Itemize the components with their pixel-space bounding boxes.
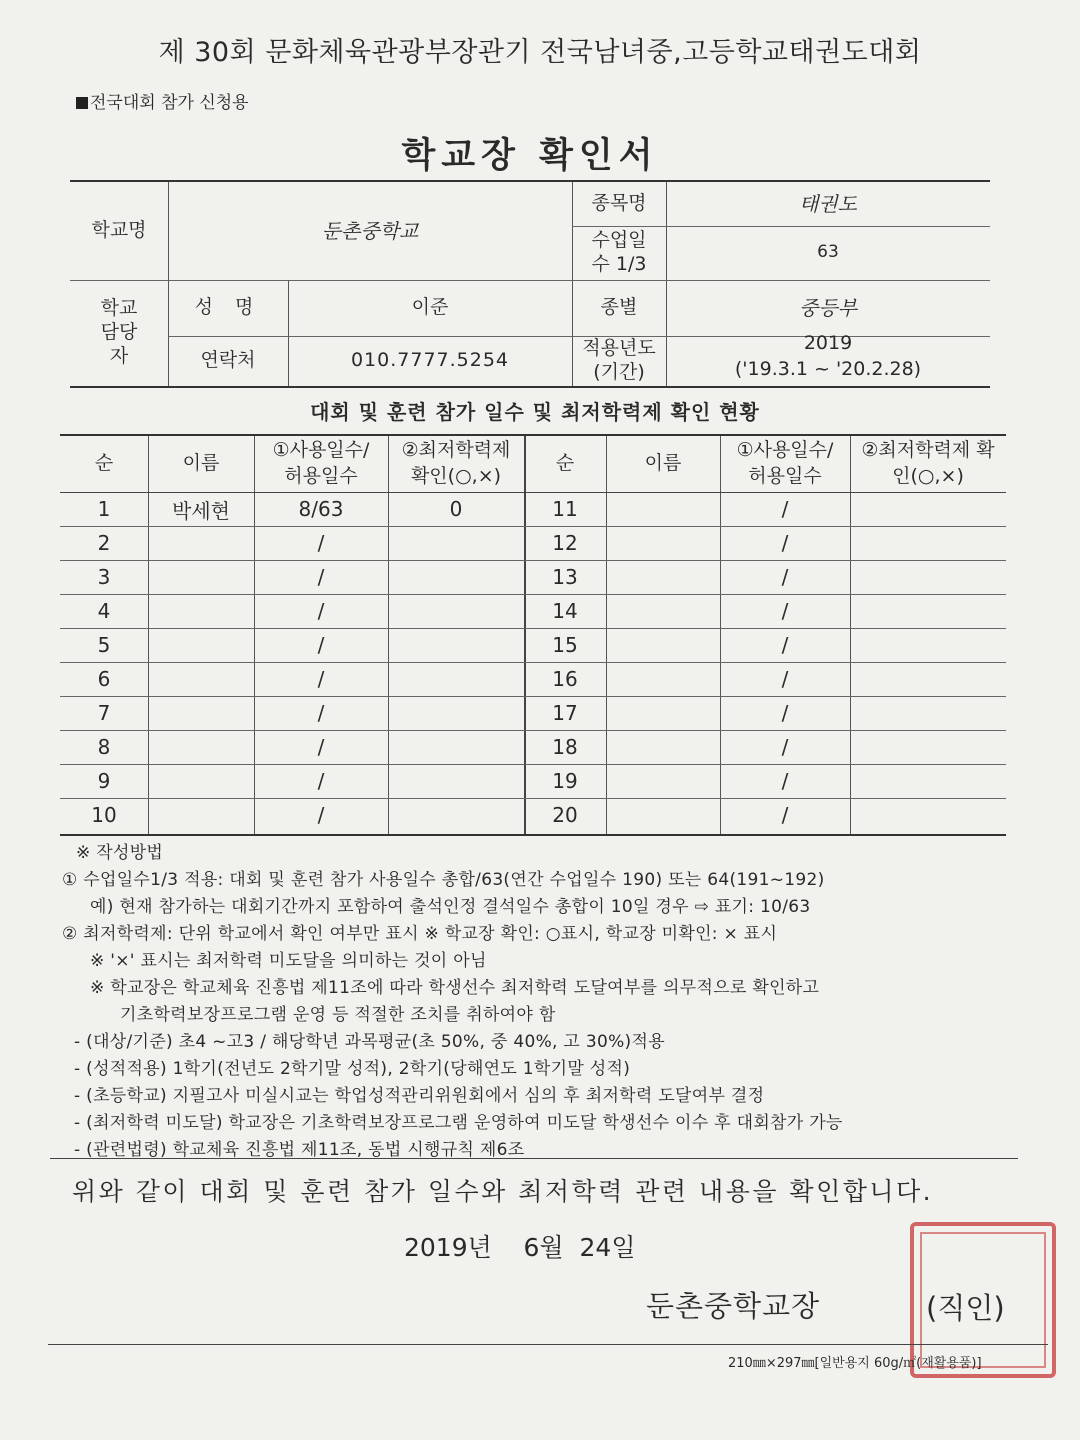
header-name-left: 이름 xyxy=(182,452,220,475)
left-row-no-cell: 6 xyxy=(97,667,111,691)
left-row-check-cell xyxy=(388,628,524,662)
notes-line: ② 최저학력제: 단위 학교에서 확인 여부만 표시 ※ 학교장 확인: ○표시, 학교장 미확인: × 표시 xyxy=(62,924,778,944)
left-row-no-cell: 9 xyxy=(97,769,111,793)
left-row-name-cell xyxy=(148,628,254,662)
right-row-no-cell: 18 xyxy=(552,735,578,759)
writing-instructions xyxy=(62,840,1022,1164)
participation-table xyxy=(60,434,1006,836)
left-row-check-cell xyxy=(388,764,524,798)
notes-line: - (최저학력 미도달) 학교장은 기초학력보장프로그램 운영하여 미도달 학생선수 이수 후 대회참가 가능 xyxy=(74,1113,843,1133)
left-row-no-cell: 3 xyxy=(97,565,111,589)
notes-line: - (관련법령) 학교체육 진흥법 제11조, 동법 시행규칙 제6조 xyxy=(74,1140,525,1160)
left-row-check-cell xyxy=(388,730,524,764)
school-info-table xyxy=(70,180,990,388)
left-row-check-cell xyxy=(388,594,524,628)
section-title: 대회 및 훈련 참가 일수 및 최저학력제 확인 현황 xyxy=(310,400,760,424)
right-row-check-cell xyxy=(850,696,1006,730)
class-days-value: 63 xyxy=(817,242,839,263)
left-row-days-cell: / xyxy=(317,701,325,725)
left-row-name-cell xyxy=(148,526,254,560)
paper-spec: 210㎜×297㎜[일반용지 60g/㎡(재활용품)] xyxy=(728,1356,982,1371)
left-row-name-cell xyxy=(148,764,254,798)
bottom-rule xyxy=(48,1344,1048,1345)
document-title: 학교장 확인서 xyxy=(401,136,659,176)
right-row-check-cell xyxy=(850,492,1006,526)
sport-value: 태권도 xyxy=(799,191,857,216)
year-label: 적용년도 (기간) xyxy=(582,337,656,383)
right-row-name-cell xyxy=(606,628,720,662)
header-check-right: ②최저학력제 확인(○,×) xyxy=(861,439,995,487)
left-row-name-cell xyxy=(148,798,254,832)
right-row-no-cell: 11 xyxy=(552,497,578,521)
period-value: ('19.3.1 ~ '20.2.28) xyxy=(734,358,922,381)
class-days-label: 수업일수 1/3 xyxy=(591,229,647,275)
right-row-no-cell: 14 xyxy=(552,599,578,623)
contact-label: 연락처 xyxy=(200,349,256,372)
right-row-name-cell xyxy=(606,526,720,560)
right-row-no-cell: 12 xyxy=(552,531,578,555)
left-row-check-cell xyxy=(388,696,524,730)
right-row-days-cell: / xyxy=(781,735,789,759)
left-row-days-cell: / xyxy=(317,769,325,793)
staff-name-value: 이준 xyxy=(411,296,449,319)
right-row-check-cell xyxy=(850,764,1006,798)
square-bullet-icon xyxy=(76,97,88,109)
left-row-days-cell: / xyxy=(317,565,325,589)
left-row-name-cell xyxy=(148,730,254,764)
left-row-no-cell: 5 xyxy=(97,633,111,657)
notes-line: - (성적적용) 1학기(전년도 2학기말 성적), 2학기(당해연도 1학기말 성적) xyxy=(74,1059,631,1079)
right-row-no-cell: 17 xyxy=(552,701,578,725)
left-row-no-cell: 7 xyxy=(97,701,111,725)
notes-separator xyxy=(50,1158,1018,1159)
left-row-no-cell: 10 xyxy=(91,803,117,827)
left-row-days-cell: / xyxy=(317,667,325,691)
left-row-name-cell xyxy=(148,662,254,696)
notes-heading: ※ 작성방법 xyxy=(76,843,164,863)
right-row-days-cell: / xyxy=(781,599,789,623)
school-name-label: 학교명 xyxy=(91,219,147,242)
left-row-check-cell xyxy=(388,526,524,560)
header-days-right: ①사용일수/ 허용일수 xyxy=(736,439,834,487)
right-row-days-cell: / xyxy=(781,803,789,827)
school-name-value: 둔촌중학교 xyxy=(321,218,419,243)
right-row-no-cell: 13 xyxy=(552,565,578,589)
issue-date: 2019년 6월 24일 xyxy=(404,1233,636,1262)
header-check-left: ②최저학력제 확인(○,×) xyxy=(401,439,511,487)
right-row-check-cell xyxy=(850,526,1006,560)
application-subtitle xyxy=(76,88,249,113)
left-row-name-cell xyxy=(148,594,254,628)
left-row-no-cell: 8 xyxy=(97,735,111,759)
left-row-check-cell xyxy=(388,662,524,696)
category-label: 종별 xyxy=(600,296,638,319)
left-row-days-cell: / xyxy=(317,531,325,555)
notes-line: 기초학력보장프로그램 운영 등 적절한 조치를 취하여야 함 xyxy=(120,1005,556,1025)
subtitle-text: 전국대회 참가 신청용 xyxy=(90,93,249,113)
right-row-name-cell xyxy=(606,492,720,526)
right-row-days-cell: / xyxy=(781,701,789,725)
competition-title: 제 30회 문화체육관광부장관기 전국남녀중,고등학교태권도대회 xyxy=(158,37,922,68)
right-row-days-cell: / xyxy=(781,497,789,521)
right-row-name-cell xyxy=(606,696,720,730)
right-row-days-cell: / xyxy=(781,769,789,793)
right-row-check-cell xyxy=(850,560,1006,594)
header-no-right: 순 xyxy=(555,452,575,475)
header-no-left: 순 xyxy=(94,452,114,475)
left-row-no-cell: 1 xyxy=(97,497,111,521)
right-row-check-cell xyxy=(850,628,1006,662)
left-row-days-cell: / xyxy=(317,803,325,827)
right-row-no-cell: 16 xyxy=(552,667,578,691)
right-row-name-cell xyxy=(606,594,720,628)
right-row-no-cell: 19 xyxy=(552,769,578,793)
left-row-no-cell: 4 xyxy=(97,599,111,623)
notes-line: ① 수업일수1/3 적용: 대회 및 훈련 참가 사용일수 총합/63(연간 수업일수 190) 또는 64(191~192) xyxy=(62,870,825,890)
sport-label: 종목명 xyxy=(591,192,647,215)
left-row-days-cell: 8/63 xyxy=(298,497,344,521)
right-row-name-cell xyxy=(606,764,720,798)
left-row-days-cell: / xyxy=(317,633,325,657)
right-row-no-cell: 15 xyxy=(552,633,578,657)
right-row-name-cell xyxy=(606,730,720,764)
notes-line: - (대상/기준) 초4 ~고3 / 해당학년 과목평균(초 50%, 중 40%, 고 30%)적용 xyxy=(74,1032,665,1052)
right-row-name-cell xyxy=(606,560,720,594)
contact-value: 010.7777.5254 xyxy=(350,349,510,372)
year-value: 2019 xyxy=(803,332,853,355)
right-row-days-cell: / xyxy=(781,633,789,657)
right-row-name-cell xyxy=(606,798,720,832)
header-name-right: 이름 xyxy=(644,452,682,475)
right-row-no-cell: 20 xyxy=(552,803,578,827)
right-row-check-cell xyxy=(850,594,1006,628)
right-row-days-cell: / xyxy=(781,565,789,589)
left-row-days-cell: / xyxy=(317,735,325,759)
left-row-name-cell xyxy=(148,560,254,594)
category-value: 중등부 xyxy=(799,295,857,320)
principal-name: 둔촌중학교장 xyxy=(646,1289,821,1323)
left-row-check-cell xyxy=(388,798,524,832)
left-row-check-cell: 0 xyxy=(449,497,463,521)
left-row-days-cell: / xyxy=(317,599,325,623)
right-row-check-cell xyxy=(850,730,1006,764)
right-row-check-cell xyxy=(850,798,1006,832)
notes-line: - (초등학교) 지필고사 미실시교는 학업성적관리위원회에서 심의 후 최저학력 도달여부 결정 xyxy=(74,1086,765,1106)
notes-line: 예) 현재 참가하는 대회기간까지 포함하여 출석인정 결석일수 총합이 10일 경우 ⇨ 표기: 10/63 xyxy=(90,897,811,917)
name-label: 성 명 xyxy=(194,296,262,319)
right-row-check-cell xyxy=(850,662,1006,696)
notes-line: ※ 학교장은 학교체육 진흥법 제11조에 따라 학생선수 최저학력 도달여부를 의무적으로 확인하고 xyxy=(90,978,820,998)
seal-label: (직인) xyxy=(926,1291,1005,1325)
left-row-name-cell xyxy=(148,696,254,730)
right-row-days-cell: / xyxy=(781,531,789,555)
left-row-name-cell: 박세현 xyxy=(172,498,230,523)
header-days-left: ①사용일수/ 허용일수 xyxy=(272,439,370,487)
right-row-name-cell xyxy=(606,662,720,696)
left-row-no-cell: 2 xyxy=(97,531,111,555)
school-staff-label: 학교 담당자 xyxy=(100,297,138,367)
confirmation-statement: 위와 같이 대회 및 훈련 참가 일수와 최저학력 관련 내용을 확인합니다. xyxy=(72,1177,934,1206)
right-row-days-cell: / xyxy=(781,667,789,691)
notes-line: ※ '×' 표시는 최저학력 미도달을 의미하는 것이 아님 xyxy=(90,951,487,971)
left-row-check-cell xyxy=(388,560,524,594)
